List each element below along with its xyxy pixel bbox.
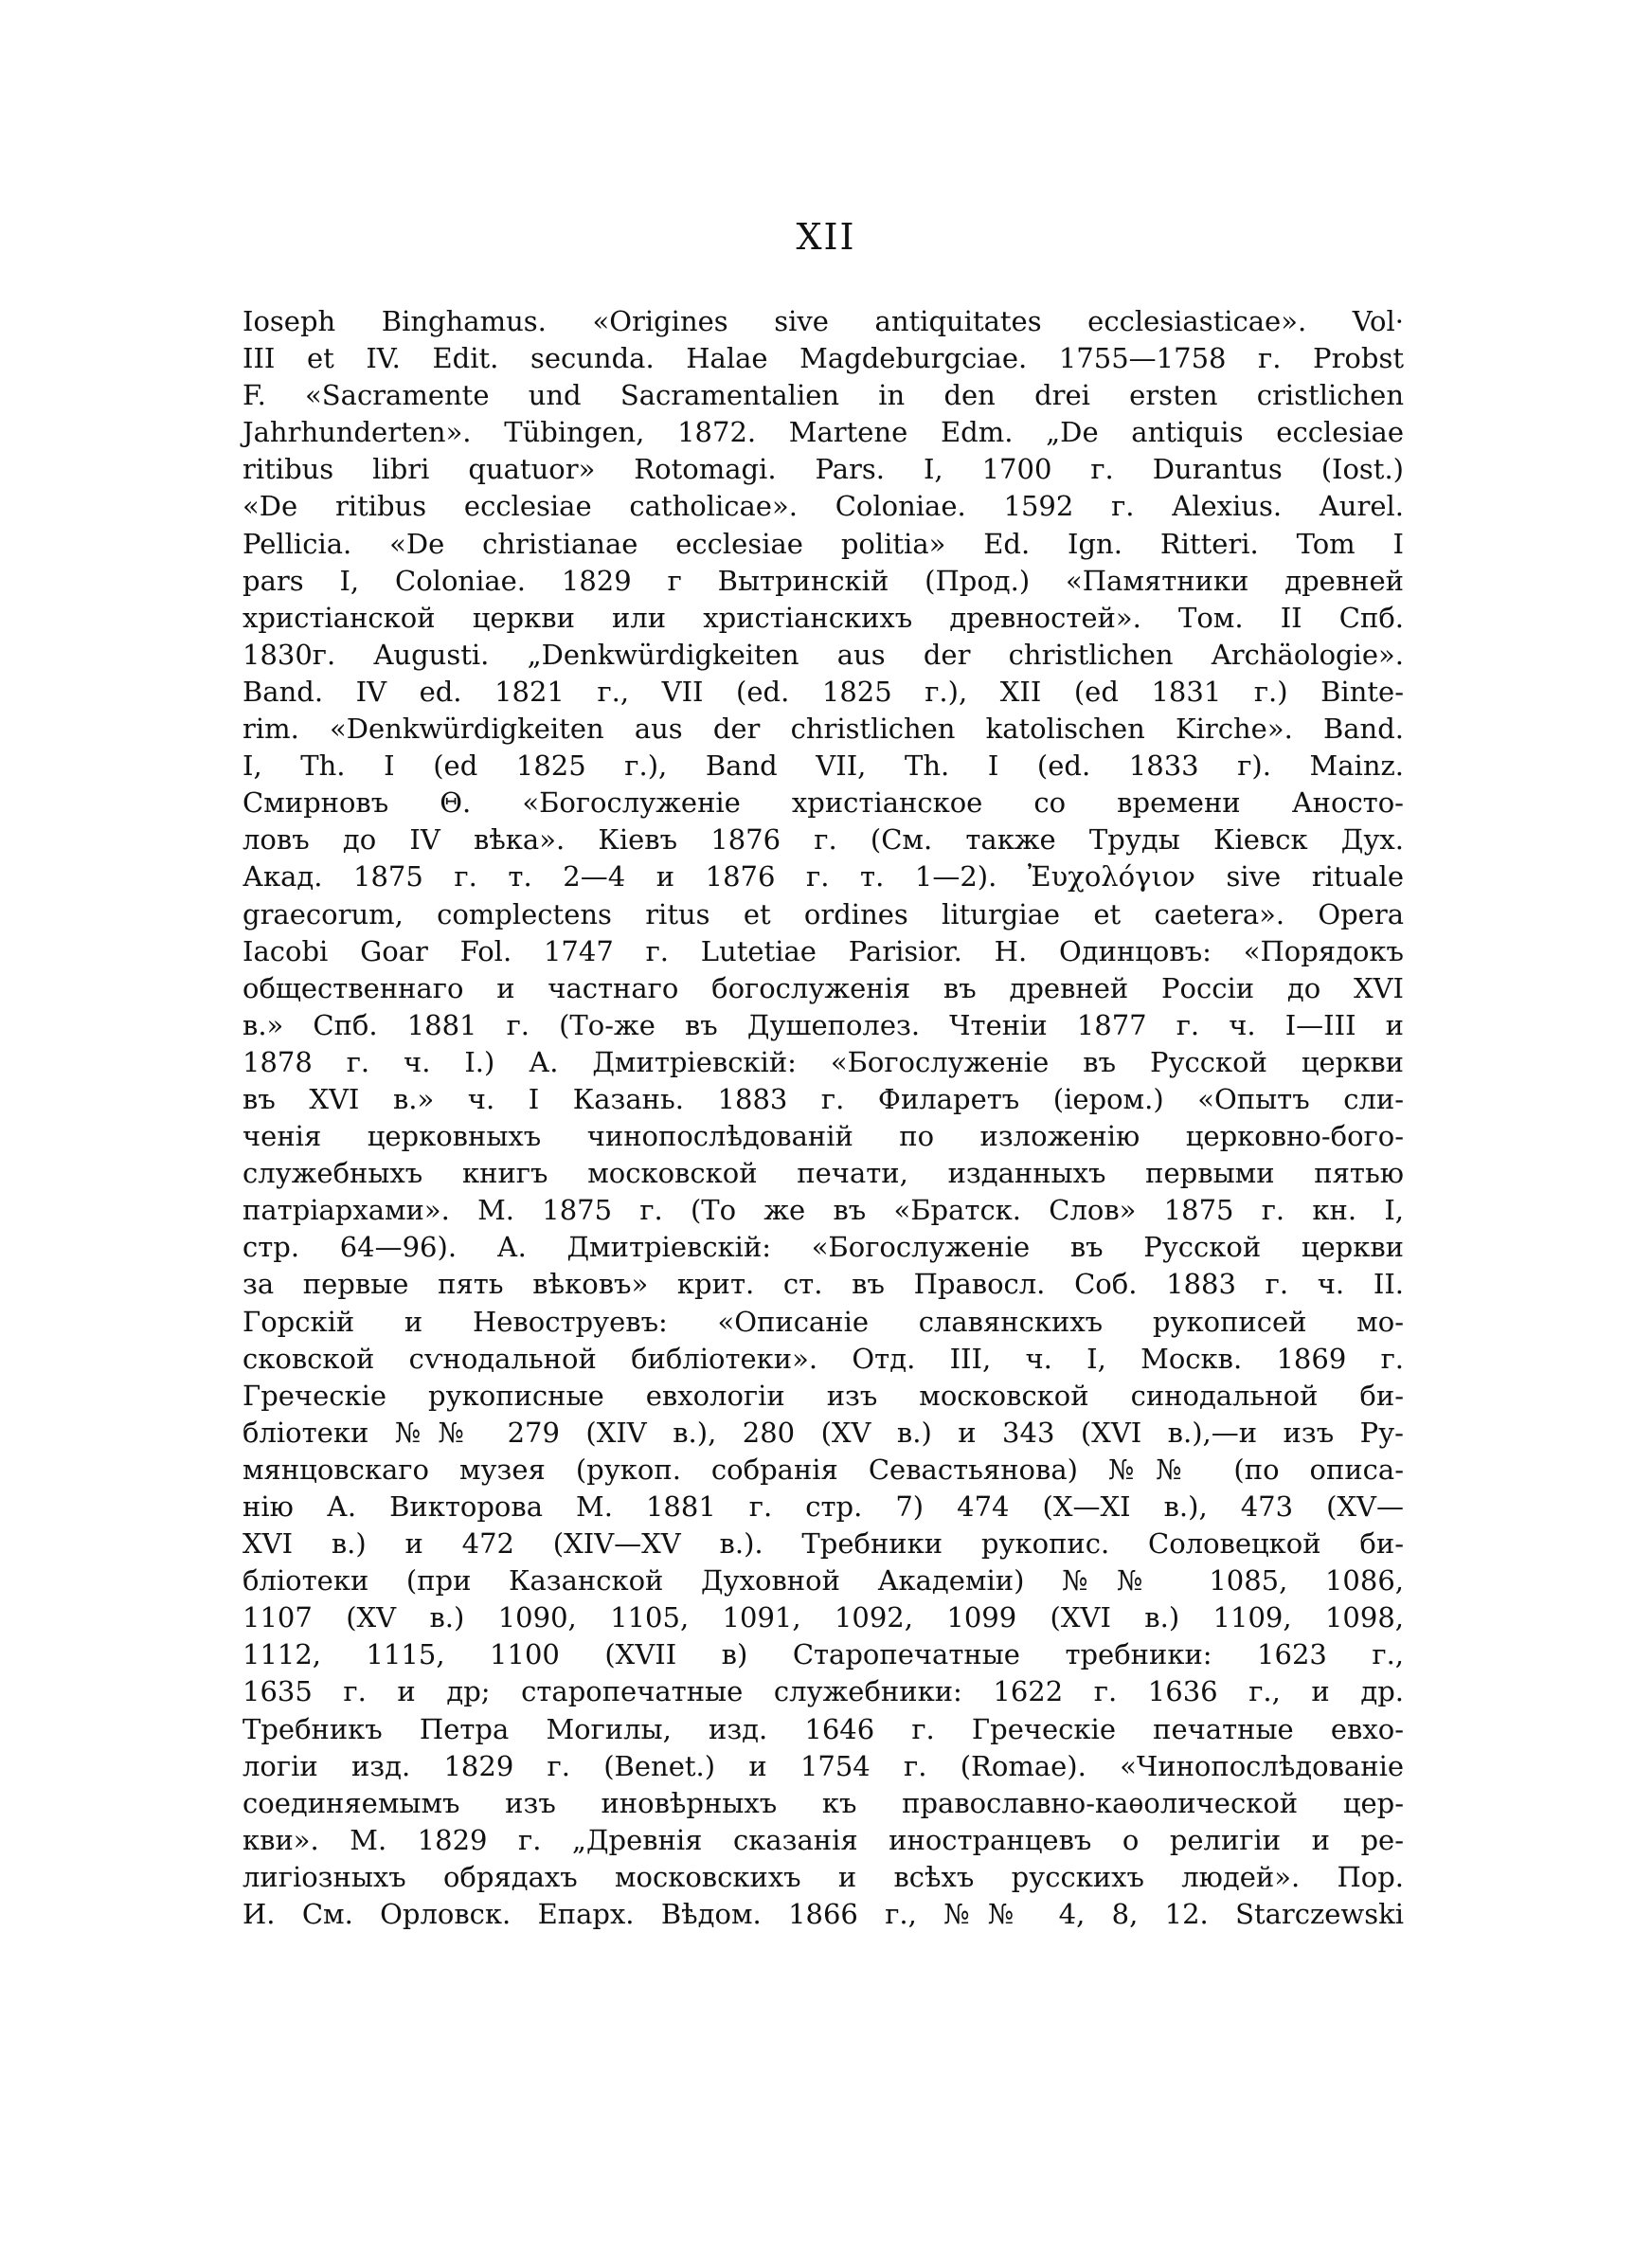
text-line: ченія церковныхъ чинопослѣдованій по изложенію церковно-бого- bbox=[242, 1120, 1404, 1153]
text-line: «De ritibus ecclesiae catholicae». Coloniae. 1592 г. Alexius. Aurel. bbox=[242, 490, 1404, 523]
text-line: въ XVI в.» ч. I Казань. 1883 г. Филаретъ (іером.) «Опытъ сли- bbox=[242, 1082, 1404, 1115]
text-line: 1830г. Augusti. „Denkwürdigkeiten aus der christlichen Archäologie». bbox=[242, 638, 1404, 671]
text-line: логіи изд. 1829 г. (Benet.) и 1754 г. (Romae). «Чинопослѣдованіе bbox=[242, 1749, 1404, 1782]
text-line: кви». М. 1829 г. „Древнія сказанія иностранцевъ о религіи и ре- bbox=[242, 1823, 1404, 1856]
text-line: нію А. Викторова М. 1881 г. стр. 7) 474 (X—XI в.), 473 (XV— bbox=[242, 1490, 1404, 1523]
text-line: Акад. 1875 г. т. 2—4 и 1876 г. т. 1—2). Ἐυχολόγιον sive rituale bbox=[242, 860, 1404, 894]
text-line: ловъ до IV вѣка». Кіевъ 1876 г. (См. также Труды Кіевск Дух. bbox=[242, 823, 1404, 857]
text-line: Iacobi Goar Fol. 1747 г. Lutetiae Parisior. Н. Одинцовъ: «Порядокъ bbox=[242, 934, 1404, 967]
text-line: бліотеки №№ 279 (XIV в.), 280 (XV в.) и 343 (XVI в.),—и изъ Ру- bbox=[242, 1416, 1404, 1449]
text-line: христіанской церкви или христіанскихъ древностей». Том. II Спб. bbox=[242, 601, 1404, 634]
text-line: патріархами». М. 1875 г. (То же въ «Братск. Слов» 1875 г. кн. I, bbox=[242, 1194, 1404, 1227]
bibliography-text bbox=[242, 303, 1404, 1933]
text-line: Band. IV ed. 1821 г., VII (ed. 1825 г.), XII (ed 1831 г.) Binte- bbox=[242, 675, 1404, 708]
text-line: 1112, 1115, 1100 (XVII в) Старопечатные требники: 1623 г., bbox=[242, 1638, 1404, 1671]
text-line: сковской сѵнодальной библіотеки». Отд. III, ч. I, Москв. 1869 г. bbox=[242, 1342, 1404, 1375]
text-line: 1107 (XV в.) 1090, 1105, 1091, 1092, 1099 (XVI в.) 1109, 1098, bbox=[242, 1601, 1404, 1634]
text-line: Pellicia. «De christianae ecclesiae politia» Ed. Ign. Ritteri. Tom I bbox=[242, 527, 1404, 560]
text-line: I, Th. I (ed 1825 г.), Band VII, Th. I (ed. 1833 г). Mainz. bbox=[242, 749, 1404, 783]
text-line: лигіозныхъ обрядахъ московскихъ и всѣхъ русскихъ людей». Пор. bbox=[242, 1860, 1404, 1893]
text-line: Горскій и Невоструевъ: «Описаніе славянскихъ рукописей мо- bbox=[242, 1305, 1404, 1338]
text-line: Ioseph Binghamus. «Origines sive antiquitates ecclesiasticae». Vol· bbox=[242, 305, 1404, 337]
text-line: Греческіе рукописные евхологіи изъ московской синодальной би- bbox=[242, 1379, 1404, 1412]
text-line: мянцовскаго музея (рукоп. собранія Севастьянова) №№ (по описа- bbox=[242, 1453, 1404, 1486]
text-line: XVI в.) и 472 (XIV—XV в.). Требники рукопис. Соловецкой би- bbox=[242, 1527, 1404, 1561]
text-line: Требникъ Петра Могилы, изд. 1646 г. Греческіе печатные евхо- bbox=[242, 1712, 1404, 1745]
text-line: III et IV. Edit. secunda. Halae Magdeburgciae. 1755—1758 г. Probst bbox=[242, 342, 1404, 375]
text-line: Jahrhunderten». Tübingen, 1872. Martene Edm. „De antiquis ecclesiae bbox=[242, 416, 1404, 449]
text-line: Смирновъ Θ. «Богослуженіе христіанское со времени Аносто- bbox=[242, 786, 1404, 820]
text-line: И. См. Орловск. Епарх. Вѣдом. 1866 г., №№ 4, 8, 12. Starczewski bbox=[242, 1898, 1404, 1931]
text-line: 1878 г. ч. I.) А. Дмитріевскій: «Богослуженіе въ Русской церкви bbox=[242, 1045, 1404, 1078]
text-line: F. «Sacramente und Sacramentalien in den drei ersten cristlichen bbox=[242, 379, 1404, 412]
page-number: XII bbox=[796, 216, 856, 258]
text-line: в.» Спб. 1881 г. (То-же въ Душеполез. Чтеніи 1877 г. ч. I—III и bbox=[242, 1008, 1404, 1041]
text-line: общественнаго и частнаго богослуженія въ древней Россіи до XVI bbox=[242, 971, 1404, 1004]
text-line: стр. 64—96). А. Дмитріевскій: «Богослуженіе въ Русской церкви bbox=[242, 1231, 1404, 1264]
text-line: rim. «Denkwürdigkeiten aus der christlichen katolischen Kirche». Band. bbox=[242, 713, 1404, 746]
text-line: за первые пять вѣковъ» крит. ст. въ Правосл. Соб. 1883 г. ч. II. bbox=[242, 1268, 1404, 1301]
text-line: 1635 г. и др; старопечатные служебники: 1622 г. 1636 г., и др. bbox=[242, 1675, 1404, 1708]
text-line: ritibus libri quatuor» Rotomagi. Pars. I, 1700 г. Durantus (Iost.) bbox=[242, 453, 1404, 486]
text-line: pars I, Coloniae. 1829 г Вытринскій (Прод.) «Памятники древней bbox=[242, 564, 1404, 597]
text-line: graecorum, complectens ritus et ordines liturgiae et caetera». Opera bbox=[242, 897, 1404, 930]
text-line: соединяемымъ изъ иновѣрныхъ къ православно-каѳолической цер- bbox=[242, 1786, 1404, 1819]
text-line: служебныхъ книгъ московской печати, изданныхъ первыми пятью bbox=[242, 1157, 1404, 1190]
text-line: бліотеки (при Казанской Духовной Академіи) №№ 1085, 1086, bbox=[242, 1564, 1404, 1598]
